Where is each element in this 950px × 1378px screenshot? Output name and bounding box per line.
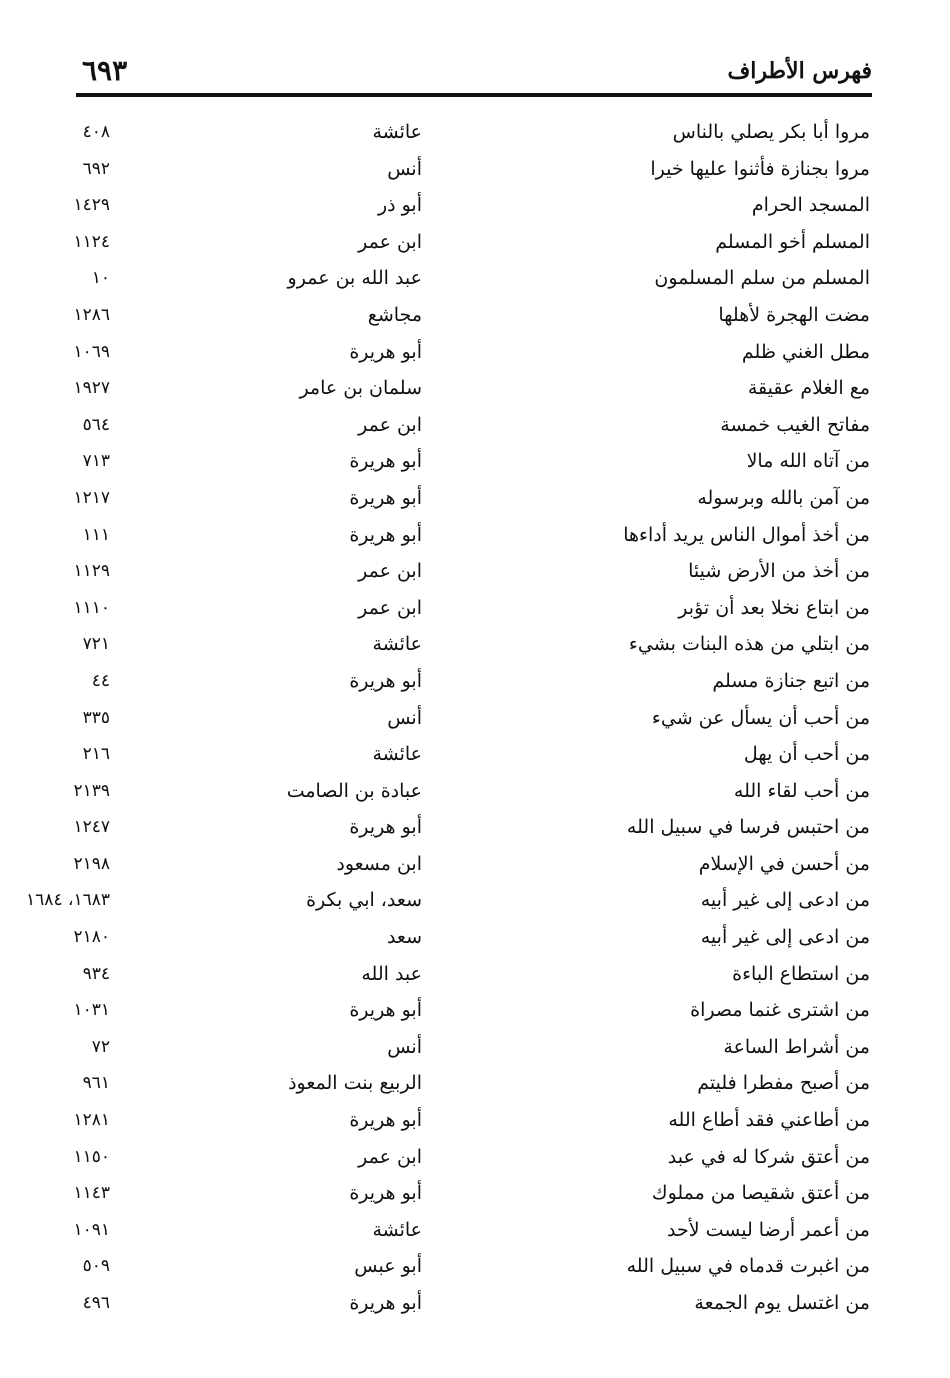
hadith-opening: مروا بجنازة فأثنوا عليها خيرا — [650, 157, 870, 180]
index-row — [0, 590, 950, 627]
narrator-name: عبادة بن الصامت — [286, 779, 422, 802]
hadith-opening: من أحب أن يهل — [743, 743, 870, 766]
index-row — [0, 187, 950, 224]
hadith-number: ٢١٩٨ — [73, 853, 110, 874]
hadith-opening: من اغبرت قدماه في سبيل الله — [626, 1255, 870, 1278]
hadith-opening: من احتبس فرسا في سبيل الله — [626, 816, 870, 839]
index-row — [0, 1139, 950, 1176]
index-row — [0, 297, 950, 334]
narrator-name: أبو هريرة — [349, 1182, 422, 1205]
hadith-number: ١١٥٠ — [73, 1146, 110, 1167]
narrator-name: أبو ذر — [377, 194, 422, 217]
hadith-number: ١٢٨١ — [73, 1110, 110, 1131]
index-row — [0, 626, 950, 663]
hadith-number: ١٦٨٣، ١٦٨٤ — [26, 890, 110, 911]
index-row — [0, 956, 950, 993]
index-row — [0, 443, 950, 480]
hadith-opening: مروا أبا بكر يصلي بالناس — [672, 121, 870, 143]
narrator-name: سعد — [386, 926, 422, 949]
hadith-number: ١٢٤٧ — [73, 817, 110, 838]
index-row — [0, 1065, 950, 1102]
hadith-number: ٤٠٨ — [82, 122, 110, 142]
hadith-opening: مفاتح الغيب خمسة — [720, 413, 870, 436]
index-row — [0, 1212, 950, 1249]
narrator-name: أنس — [387, 157, 422, 180]
index-row — [0, 919, 950, 956]
narrator-name: أبو هريرة — [349, 816, 422, 839]
narrator-name: عائشة — [372, 1218, 422, 1241]
hadith-number: ١١١ — [82, 524, 110, 545]
hadith-number: ١٠ — [91, 268, 110, 289]
narrator-name: أبو هريرة — [349, 340, 422, 363]
hadith-number: ٩٦١ — [82, 1073, 110, 1094]
hadith-number: ٤٤ — [91, 670, 110, 691]
hadith-opening: من ابتلي من هذه البنات بشيء — [628, 633, 870, 656]
narrator-name: أبو هريرة — [349, 669, 422, 692]
hadith-number: ٧٢ — [91, 1036, 110, 1057]
index-row — [0, 992, 950, 1029]
hadith-opening: من آتاه الله مالا — [746, 450, 870, 473]
narrator-name: ابن عمر — [358, 560, 422, 583]
header-divider — [76, 93, 872, 97]
index-row — [0, 663, 950, 700]
hadith-number: ٥٠٩ — [82, 1256, 110, 1277]
running-title: فهرس الأطراف — [727, 58, 872, 84]
narrator-name: عائشة — [372, 743, 422, 766]
hadith-opening: من أطاعني فقد أطاع الله — [668, 1109, 870, 1132]
hadith-opening: المسجد الحرام — [751, 194, 870, 217]
hadith-number: ١٠٦٩ — [73, 341, 110, 362]
index-row — [0, 1102, 950, 1139]
narrator-name: ابن مسعود — [336, 852, 422, 875]
hadith-opening: مضت الهجرة لأهلها — [718, 303, 870, 326]
narrator-name: ابن عمر — [358, 413, 422, 436]
hadith-number: ١٤٢٩ — [73, 195, 110, 216]
index-row — [0, 260, 950, 297]
narrator-name: ابن عمر — [358, 596, 422, 619]
index-row — [0, 809, 950, 846]
hadith-number: ١١١٠ — [73, 597, 110, 618]
narrator-name: سلمان بن عامر — [299, 377, 422, 400]
hadith-number: ٢١٦ — [82, 744, 110, 765]
index-row — [0, 773, 950, 810]
hadith-opening: من اشترى غنما مصراة — [690, 999, 870, 1022]
index-row — [0, 1175, 950, 1212]
hadith-opening: مطل الغني ظلم — [741, 340, 870, 363]
hadith-opening: من أخذ من الأرض شيئا — [688, 560, 870, 583]
hadith-number: ٦٩٢ — [82, 158, 110, 179]
page-header — [76, 52, 872, 92]
index-row — [0, 480, 950, 517]
hadith-number: ١٠٣١ — [73, 1000, 110, 1021]
narrator-name: أبو هريرة — [349, 523, 422, 546]
hadith-number: ٣٣٥ — [82, 707, 110, 728]
hadith-opening: المسلم من سلم المسلمون — [654, 267, 870, 290]
hadith-number: ١٠٩١ — [73, 1219, 110, 1240]
index-row — [0, 334, 950, 371]
hadith-number: ٢١٨٠ — [73, 927, 110, 948]
narrator-name: عائشة — [372, 121, 422, 143]
hadith-opening: من أصبح مفطرا فليتم — [697, 1072, 870, 1095]
index-row — [0, 370, 950, 407]
index-row — [0, 882, 950, 919]
hadith-opening: من ادعى إلى غير أبيه — [700, 889, 870, 912]
hadith-number: ١٩٢٧ — [73, 378, 110, 399]
index-row — [0, 517, 950, 554]
hadith-opening: المسلم أخو المسلم — [715, 230, 870, 253]
narrator-name: ابن عمر — [358, 230, 422, 253]
index-row — [0, 700, 950, 737]
hadith-number: ٤٩٦ — [82, 1293, 110, 1313]
hadith-opening: من أحسن في الإسلام — [698, 852, 870, 875]
hadith-opening: من ادعى إلى غير أبيه — [700, 926, 870, 949]
hadith-number: ٢١٣٩ — [73, 780, 110, 801]
narrator-name: مجاشع — [367, 303, 422, 326]
hadith-opening: من ابتاع نخلا بعد أن تؤبر — [678, 596, 870, 619]
hadith-opening: من أعتق شركا له في عبد — [667, 1145, 870, 1168]
index-row — [0, 114, 950, 151]
narrator-name: أبو هريرة — [349, 1292, 422, 1314]
narrator-name: أنس — [387, 706, 422, 729]
hadith-number: ١٢٨٦ — [73, 304, 110, 325]
index-row — [0, 224, 950, 261]
hadith-number: ٥٦٤ — [82, 414, 110, 435]
hadith-opening: من أعمر أرضا ليست لأحد — [667, 1218, 870, 1241]
narrator-name: عائشة — [372, 633, 422, 656]
hadith-opening: من اغتسل يوم الجمعة — [694, 1292, 870, 1314]
hadith-number: ١٢١٧ — [73, 487, 110, 508]
hadith-opening: من استطاع الباءة — [732, 962, 870, 985]
index-row — [0, 1285, 950, 1322]
page-number: ٦٩٣ — [82, 54, 128, 87]
index-row — [0, 151, 950, 188]
narrator-name: أبو هريرة — [349, 1109, 422, 1132]
hadith-number: ١١٢٤ — [73, 231, 110, 252]
narrator-name: أبو عبس — [354, 1255, 422, 1278]
narrator-name: أبو هريرة — [349, 999, 422, 1022]
hadith-opening: من آمن بالله وبرسوله — [697, 486, 870, 509]
index-row — [0, 846, 950, 883]
hadith-number: ٧١٣ — [82, 451, 110, 472]
narrator-name: عبد الله — [361, 962, 422, 985]
narrator-name: ابن عمر — [358, 1145, 422, 1168]
index-table — [0, 114, 950, 1322]
hadith-number: ٩٣٤ — [82, 963, 110, 984]
hadith-opening: مع الغلام عقيقة — [747, 377, 870, 400]
hadith-opening: من اتبع جنازة مسلم — [712, 669, 870, 692]
index-row — [0, 553, 950, 590]
index-row — [0, 407, 950, 444]
narrator-name: أبو هريرة — [349, 450, 422, 473]
hadith-number: ١١٢٩ — [73, 561, 110, 582]
hadith-number: ١١٤٣ — [73, 1183, 110, 1204]
index-row — [0, 1029, 950, 1066]
hadith-opening: من أحب لقاء الله — [733, 779, 870, 802]
narrator-name: سعد، ابي بكرة — [306, 889, 422, 912]
index-row — [0, 1248, 950, 1285]
narrator-name: عبد الله بن عمرو — [287, 267, 422, 290]
hadith-opening: من أشراط الساعة — [723, 1035, 870, 1058]
hadith-number: ٧٢١ — [82, 634, 110, 655]
narrator-name: الربيع بنت المعوذ — [288, 1072, 422, 1095]
hadith-opening: من أحب أن يسأل عن شيء — [651, 706, 870, 729]
narrator-name: أنس — [387, 1035, 422, 1058]
hadith-opening: من أخذ أموال الناس يريد أداءها — [623, 523, 870, 546]
narrator-name: أبو هريرة — [349, 486, 422, 509]
index-row — [0, 736, 950, 773]
hadith-opening: من أعتق شقيصا من مملوك — [651, 1182, 870, 1205]
